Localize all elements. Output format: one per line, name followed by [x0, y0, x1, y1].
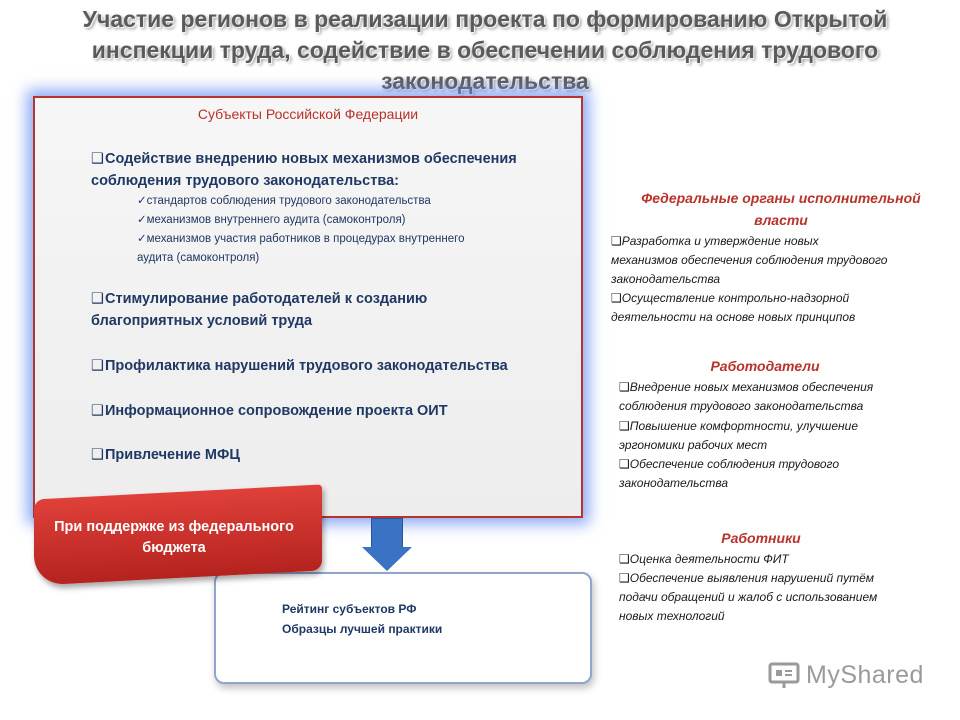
subjects-item-2: ❑Стимулирование работодателей к созданию благоприятных условий труда — [91, 291, 428, 329]
check-icon: ✓ — [137, 195, 147, 207]
subjects-panel — [33, 96, 583, 518]
subjects-subitem-1: ✓стандартов соблюдения трудового законодательства — [137, 195, 431, 207]
checkbox-icon: ❑ — [91, 403, 104, 419]
federal-item-1: ❑Разработка и утверждение новых механизмов обеспечения соблюдения трудового законодательства — [611, 234, 888, 286]
subjects-subitem-3: ✓механизмов участия работников в процедурах внутреннего аудита (самоконтроля) — [137, 233, 465, 264]
title-line-1: Участие регионов в реализации проекта по формированию Открытой — [82, 6, 888, 32]
presentation-board-icon — [768, 661, 800, 689]
subjects-item-4: ❑Информационное сопровождение проекта ОИТ — [91, 403, 448, 419]
title-line-2: инспекции труда, содействие в обеспечении соблюдения трудового — [91, 37, 879, 63]
checkbox-icon: ❑ — [91, 151, 104, 167]
ribbon-text: При поддержке из федерального бюджета — [54, 519, 294, 556]
result-line-1: Рейтинг субъектов РФ — [282, 602, 417, 616]
subjects-heading: Субъекты Российской Федерации — [197, 106, 419, 122]
result-box — [214, 572, 592, 684]
employers-item-2: ❑Повышение комфортности, улучшение эргономики рабочих мест — [619, 419, 858, 452]
checkbox-icon: ❑ — [619, 419, 630, 433]
check-icon: ✓ — [137, 233, 147, 245]
checkbox-icon: ❑ — [611, 291, 622, 305]
employers-item-3: ❑Обеспечение соблюдения трудового законодательства — [619, 457, 840, 490]
checkbox-icon: ❑ — [611, 234, 622, 248]
checkbox-icon: ❑ — [619, 457, 630, 471]
workers-item-2: ❑Обеспечение выявления нарушений путём подачи обращений и жалоб с использованием новых технологий — [619, 571, 878, 623]
watermark-logo — [768, 660, 924, 690]
title-line-3: законодательства — [381, 68, 589, 94]
federal-item-2: ❑Осуществление контрольно-надзорной деятельности на основе новых принципов — [611, 291, 856, 324]
slide-title — [40, 4, 930, 97]
checkbox-icon: ❑ — [619, 571, 630, 585]
federal-heading: Федеральные органы исполнительной власти — [641, 190, 921, 228]
employers-item-1: ❑Внедрение новых механизмов обеспечения соблюдения трудового законодательства — [619, 380, 874, 413]
subjects-item-5: ❑Привлечение МФЦ — [91, 447, 240, 463]
checkbox-icon: ❑ — [91, 291, 104, 307]
checkbox-icon: ❑ — [619, 380, 630, 394]
checkbox-icon: ❑ — [91, 447, 104, 463]
subjects-item-1: ❑Содействие внедрению новых механизмов обеспечения соблюдения трудового законодательства: — [91, 151, 517, 189]
check-icon: ✓ — [137, 214, 147, 226]
watermark-text: MyShared — [806, 660, 924, 689]
workers-heading: Работники — [721, 530, 801, 546]
employers-heading: Работодатели — [710, 358, 820, 374]
checkbox-icon: ❑ — [619, 552, 630, 566]
down-arrow-shaft — [371, 518, 403, 548]
subjects-subitem-2: ✓механизмов внутреннего аудита (самоконтроля) — [137, 214, 406, 226]
workers-item-1: ❑Оценка деятельности ФИТ — [619, 552, 789, 566]
subjects-item-3: ❑Профилактика нарушений трудового законодательства — [91, 358, 508, 374]
down-arrow-icon — [362, 547, 412, 571]
result-line-2: Образцы лучшей практики — [282, 622, 443, 636]
checkbox-icon: ❑ — [91, 358, 104, 374]
